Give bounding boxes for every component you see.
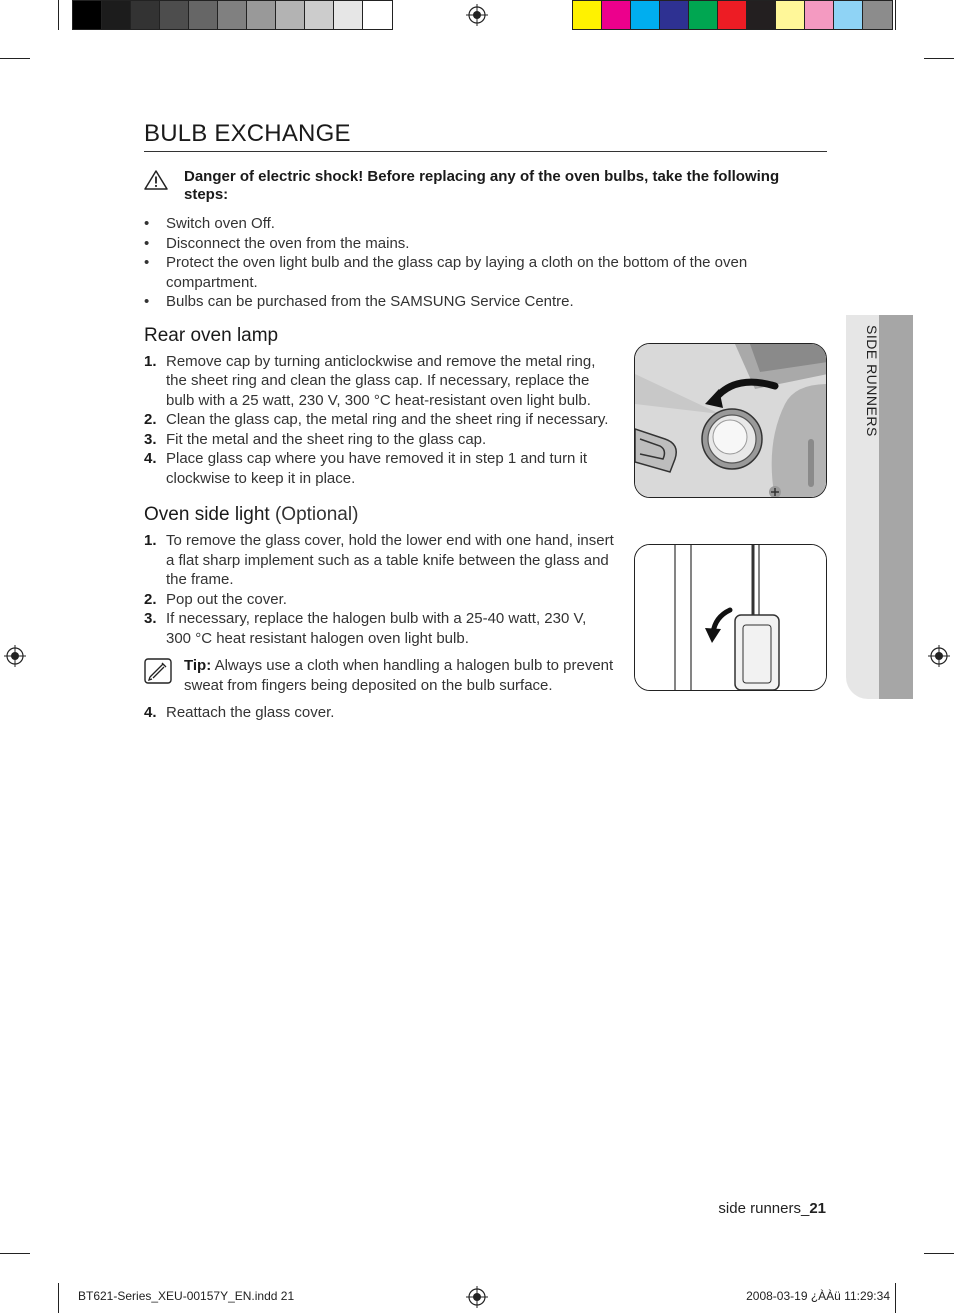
crop-mark xyxy=(895,0,896,30)
crop-mark xyxy=(895,1283,896,1313)
color-swatch xyxy=(834,1,863,29)
color-swatch xyxy=(573,1,602,29)
tip-note-icon xyxy=(144,656,184,695)
color-swatch xyxy=(747,1,776,29)
side-light-steps xyxy=(144,531,614,648)
color-swatch xyxy=(276,1,305,29)
registration-mark-icon xyxy=(466,1286,488,1308)
crop-mark xyxy=(0,58,30,59)
color-swatch xyxy=(602,1,631,29)
gray-color-bar xyxy=(72,0,393,30)
crop-mark xyxy=(924,58,954,59)
list-item: 3. If necessary, replace the halogen bulb with a 25-40 watt, 230 V, 300 °C heat resistant halogen oven light bulb. xyxy=(144,610,587,647)
list-item: 2. Pop out the cover. xyxy=(144,590,287,608)
crop-mark xyxy=(924,1253,954,1254)
color-swatch xyxy=(689,1,718,29)
precaution-list xyxy=(144,214,827,312)
registration-mark-icon xyxy=(466,4,488,26)
warning-text: Danger of electric shock! Before replacing any of the oven bulbs, take the following steps: xyxy=(184,168,780,203)
color-swatch xyxy=(805,1,834,29)
color-swatch xyxy=(189,1,218,29)
registration-mark-icon xyxy=(928,645,950,667)
side-tab-label: SIDE RUNNERS xyxy=(864,325,880,437)
file-slug: BT621-Series_XEU-00157Y_EN.indd 21 xyxy=(78,1289,295,1303)
list-item: • Protect the oven light bulb and the glass cap by laying a cloth on the bottom of the oven compartment. xyxy=(144,253,827,292)
list-item: • Switch oven Off. xyxy=(144,214,827,234)
page-title: BULB EXCHANGE xyxy=(144,120,827,152)
list-item: • Bulbs can be purchased from the SAMSUNG Service Centre. xyxy=(144,292,827,312)
list-item: 4. Place glass cap where you have removed it in step 1 and turn it clockwise to keep it in place. xyxy=(144,450,588,487)
process-color-bar xyxy=(572,0,893,30)
warning-triangle-icon xyxy=(144,168,184,204)
page-footer: side runners_21 xyxy=(718,1200,826,1217)
color-swatch xyxy=(73,1,102,29)
rear-lamp-steps xyxy=(144,352,614,489)
color-swatch xyxy=(102,1,131,29)
warning-block xyxy=(144,168,827,204)
color-swatch xyxy=(660,1,689,29)
list-item: 1. Remove cap by turning anticlockwise and remove the metal ring, the sheet ring and clean the glass cap. If necessary, replace the bulb with a 25 watt, 230 V, 300 °C heat-resistant oven light bulb. xyxy=(144,352,596,409)
side-light-illustration xyxy=(634,544,827,691)
color-swatch xyxy=(218,1,247,29)
tip-text: Tip: Always use a cloth when handling a halogen bulb to prevent sweat from fingers being deposited on the bulb surface. xyxy=(184,657,614,694)
crop-mark xyxy=(58,0,59,30)
crop-mark xyxy=(0,1253,30,1254)
registration-mark-icon xyxy=(4,645,26,667)
date-slug: 2008-03-19 ¿ÀÀü 11:29:34 xyxy=(746,1289,890,1303)
section-side-tab xyxy=(846,315,913,699)
list-item: 1. To remove the glass cover, hold the lower end with one hand, insert a flat sharp implement such as a table knife between the glass and the frame. xyxy=(144,532,614,588)
list-item: • Disconnect the oven from the mains. xyxy=(144,234,827,254)
color-swatch xyxy=(334,1,363,29)
tip-block xyxy=(144,656,614,695)
crop-mark xyxy=(58,1283,59,1313)
color-swatch xyxy=(305,1,334,29)
color-swatch xyxy=(718,1,747,29)
list-item: 2. Clean the glass cap, the metal ring and the sheet ring if necessary. xyxy=(144,411,609,428)
color-swatch xyxy=(160,1,189,29)
color-swatch xyxy=(131,1,160,29)
rear-lamp-heading: Rear oven lamp xyxy=(144,324,279,346)
side-light-heading: Oven side light (Optional) xyxy=(144,504,359,525)
color-swatch xyxy=(776,1,805,29)
list-item: 3. Fit the metal and the sheet ring to the glass cap. xyxy=(144,430,487,448)
rear-lamp-illustration xyxy=(634,343,827,498)
color-swatch xyxy=(247,1,276,29)
color-swatch xyxy=(631,1,660,29)
list-item: 4. Reattach the glass cover. xyxy=(144,704,335,721)
color-swatch xyxy=(863,1,892,29)
page-number: 21 xyxy=(809,1200,826,1217)
side-light-final-step xyxy=(144,703,614,723)
color-swatch xyxy=(363,1,392,29)
